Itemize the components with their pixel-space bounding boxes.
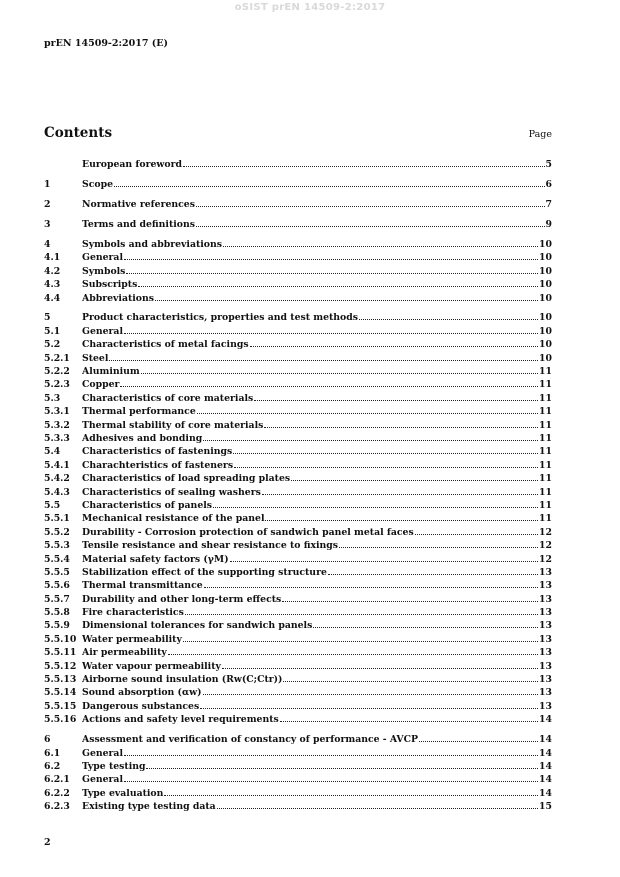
- toc-entry-title: Characteristics of panels: [82, 499, 212, 511]
- toc-entry-title: Thermal stability of core materials: [82, 419, 264, 431]
- toc-dot-leader: [124, 333, 538, 334]
- toc-dot-leader: [291, 480, 538, 481]
- toc-dot-leader: [339, 547, 538, 548]
- toc-entry-page: 13: [539, 620, 552, 632]
- toc-dot-leader: [196, 226, 545, 227]
- toc-dot-leader: [200, 708, 538, 709]
- toc-entry-number: 6: [44, 734, 51, 746]
- toc-dot-leader: [262, 494, 538, 495]
- toc-entry-number: 5.5.16: [44, 714, 77, 726]
- toc-entry-number: 5.5.4: [44, 553, 70, 565]
- toc-dot-leader: [328, 574, 538, 575]
- toc-dot-leader: [415, 534, 538, 535]
- toc-entry[interactable]: [44, 198, 552, 211]
- toc-dot-leader: [223, 246, 538, 247]
- toc-entry[interactable]: [44, 472, 552, 485]
- toc-entry[interactable]: [44, 278, 552, 291]
- toc-entry-page: 10: [539, 339, 552, 351]
- toc-dot-leader: [183, 166, 545, 167]
- toc-entry-title: Symbols: [82, 265, 126, 277]
- toc-entry-number: 5.2.2: [44, 366, 70, 378]
- toc-entry-number: 4.4: [44, 292, 61, 304]
- toc-entry-number: 5.1: [44, 325, 61, 337]
- toc-entry-page: 13: [539, 660, 552, 672]
- toc-entry-title: Durability and other long-term effects: [82, 593, 282, 605]
- toc-entry-title: Dimensional tolerances for sandwich panels: [82, 620, 313, 632]
- toc-dot-leader: [203, 694, 539, 695]
- toc-entry[interactable]: [44, 265, 552, 278]
- toc-entry-number: 5.5.9: [44, 620, 70, 632]
- toc-entry[interactable]: [44, 686, 552, 699]
- toc-dot-leader: [126, 273, 538, 274]
- toc-entry[interactable]: [44, 405, 552, 418]
- toc-entry[interactable]: [44, 733, 552, 746]
- toc-entry-page: 13: [539, 593, 552, 605]
- toc-dot-leader: [138, 286, 538, 287]
- toc-entry-page: 10: [539, 279, 552, 291]
- toc-entry-number: 6.2.3: [44, 801, 70, 813]
- toc-entry-page: 10: [539, 352, 552, 364]
- toc-entry-number: 5.5.11: [44, 647, 77, 659]
- toc-entry-number: 5.5: [44, 499, 61, 511]
- toc-entry[interactable]: [44, 338, 552, 351]
- toc-entry[interactable]: [44, 619, 552, 632]
- toc-dot-leader: [233, 453, 538, 454]
- watermark: oSIST prEN 14509-2:2017: [234, 2, 386, 13]
- toc-entry[interactable]: [44, 499, 552, 512]
- toc-entry[interactable]: [44, 292, 552, 305]
- toc-entry-page: 9: [545, 218, 552, 230]
- toc-entry-number: 5.2.3: [44, 379, 70, 391]
- toc-entry-page: 14: [539, 734, 552, 746]
- toc-entry-number: 5.5.10: [44, 633, 77, 645]
- toc-entry-title: Actions and safety level requirements: [82, 714, 279, 726]
- toc-entry-title: Characteristics of sealing washers: [82, 486, 261, 498]
- toc-entry[interactable]: [44, 747, 552, 760]
- toc-entry-number: 5.5.5: [44, 566, 70, 578]
- toc-entry-page: 14: [539, 760, 552, 772]
- toc-entry-title: Air permeability: [82, 647, 167, 659]
- toc-entry-page: 11: [539, 473, 552, 485]
- contents-title: Contents: [44, 125, 113, 141]
- toc-entry[interactable]: [44, 660, 552, 673]
- toc-entry[interactable]: [44, 445, 552, 458]
- toc-dot-leader: [197, 413, 538, 414]
- toc-entry-number: 5.5.14: [44, 687, 77, 699]
- toc-dot-leader: [204, 587, 538, 588]
- toc-dot-leader: [124, 755, 538, 756]
- toc-entry[interactable]: [44, 773, 552, 786]
- toc-entry[interactable]: [44, 646, 552, 659]
- toc-entry-page: 13: [539, 580, 552, 592]
- toc-dot-leader: [419, 741, 538, 742]
- toc-entry-number: 4.1: [44, 252, 61, 264]
- toc-entry[interactable]: [44, 158, 552, 171]
- toc-entry-title: Characteristics of core materials: [82, 392, 254, 404]
- toc-entry-page: 11: [539, 486, 552, 498]
- toc-dot-leader: [313, 627, 538, 628]
- toc-entry-page: 11: [539, 392, 552, 404]
- toc-entry-title: Abbreviations: [82, 292, 155, 304]
- toc-entry-number: 4.3: [44, 279, 61, 291]
- toc-entry-title: General: [82, 325, 123, 337]
- toc-dot-leader: [109, 360, 538, 361]
- toc-dot-leader: [234, 467, 538, 468]
- toc-entry-page: 13: [539, 633, 552, 645]
- page-column-label: Page: [528, 129, 552, 140]
- toc-entry-page: 11: [539, 366, 552, 378]
- toc-dot-leader: [185, 614, 538, 615]
- toc-entry-title: Water vapour permeability: [82, 660, 221, 672]
- toc-entry-page: 11: [539, 459, 552, 471]
- toc-entry-page: 12: [539, 526, 552, 538]
- toc-entry-number: 5.5.1: [44, 513, 70, 525]
- toc-entry-title: Thermal performance: [82, 406, 196, 418]
- toc-entry-page: 10: [539, 265, 552, 277]
- toc-entry-title: Normative references: [82, 198, 195, 210]
- toc-entry-number: 5.3.3: [44, 433, 70, 444]
- toc-entry[interactable]: [44, 486, 552, 499]
- toc-entry-page: 5: [545, 159, 552, 170]
- toc-entry-number: 5: [44, 312, 51, 324]
- toc-dot-leader: [164, 795, 538, 796]
- toc-entry[interactable]: [44, 378, 552, 391]
- toc-entry-title: European foreword: [82, 159, 182, 170]
- toc-dot-leader: [124, 259, 538, 260]
- toc-entry-page: 11: [539, 433, 552, 444]
- toc-dot-leader: [254, 400, 538, 401]
- toc-entry-title: Symbols and abbreviations: [82, 238, 222, 250]
- toc-entry-number: 5.2.1: [44, 352, 70, 364]
- toc-entry[interactable]: [44, 419, 552, 432]
- toc-dot-leader: [280, 721, 538, 722]
- toc-entry-number: 5.5.3: [44, 540, 70, 552]
- toc-entry-title: Type evaluation: [82, 787, 164, 799]
- toc-entry-number: 5.5.2: [44, 526, 70, 538]
- toc-entry[interactable]: [44, 539, 552, 552]
- toc-entry-number: 1: [44, 178, 51, 190]
- toc-entry-number: 6.2: [44, 760, 61, 772]
- toc-entry[interactable]: [44, 432, 552, 445]
- toc-dot-leader: [230, 561, 538, 562]
- toc-entry-title: Stabilization effect of the supporting structure: [82, 566, 327, 578]
- toc-dot-leader: [141, 373, 538, 374]
- toc-entry-number: 5.5.7: [44, 593, 70, 605]
- toc-dot-leader: [264, 427, 538, 428]
- toc-entry-title: Tensile resistance and shear resistance to fixings: [82, 540, 339, 552]
- toc-entry-number: 5.4.2: [44, 473, 70, 485]
- toc-dot-leader: [250, 346, 538, 347]
- toc-entry-number: 5.4.1: [44, 459, 70, 471]
- toc-entry-title: Aluminium: [82, 366, 140, 378]
- toc-entry-page: 11: [539, 446, 552, 458]
- toc-entry-page: 13: [539, 700, 552, 712]
- table-of-contents: [44, 158, 552, 814]
- toc-entry-page: 13: [539, 674, 552, 686]
- toc-entry-page: 12: [539, 540, 552, 552]
- toc-dot-leader: [203, 440, 538, 441]
- toc-entry-number: 2: [44, 198, 51, 210]
- toc-dot-leader: [168, 654, 538, 655]
- toc-entry-page: 10: [539, 252, 552, 264]
- toc-entry-page: 10: [539, 238, 552, 250]
- toc-entry-title: Thermal transmittance: [82, 580, 203, 592]
- toc-entry-title: Fire characteristics: [82, 607, 184, 619]
- toc-entry-page: 13: [539, 687, 552, 699]
- toc-entry-number: 5.5.12: [44, 660, 77, 672]
- toc-entry-title: Assessment and verification of constancy of performance - AVCP: [82, 734, 419, 746]
- toc-entry-page: 13: [539, 566, 552, 578]
- toc-dot-leader: [265, 520, 538, 521]
- toc-entry[interactable]: [44, 512, 552, 525]
- document-id: prEN 14509-2:2017 (E): [44, 38, 168, 49]
- toc-dot-leader: [359, 319, 538, 320]
- toc-dot-leader: [213, 507, 538, 508]
- toc-entry-title: Subscripts: [82, 279, 138, 291]
- toc-dot-leader: [146, 768, 538, 769]
- toc-entry-number: 5.5.6: [44, 580, 70, 592]
- toc-entry[interactable]: [44, 311, 552, 324]
- toc-entry-title: Existing type testing data: [82, 801, 216, 813]
- toc-entry-title: Scope: [82, 178, 113, 190]
- toc-dot-leader: [120, 386, 538, 387]
- toc-entry-number: 5.5.13: [44, 674, 77, 686]
- toc-entry-number: 4.2: [44, 265, 61, 277]
- toc-entry-page: 11: [539, 419, 552, 431]
- toc-dot-leader: [124, 781, 538, 782]
- toc-entry-number: 5.3.2: [44, 419, 70, 431]
- toc-entry-number: 5.4: [44, 446, 61, 458]
- toc-entry[interactable]: [44, 713, 552, 726]
- toc-dot-leader: [282, 601, 538, 602]
- footer-page-number: 2: [44, 837, 51, 848]
- toc-entry-title: Copper: [82, 379, 120, 391]
- toc-entry-number: 5.2: [44, 339, 61, 351]
- toc-entry-page: 15: [539, 801, 552, 813]
- toc-entry-page: 14: [539, 714, 552, 726]
- toc-entry-number: 3: [44, 218, 51, 230]
- toc-entry-page: 11: [539, 513, 552, 525]
- toc-entry-title: Durability - Corrosion protection of sandwich panel metal faces: [82, 526, 414, 538]
- toc-entry-title: Charachteristics of fasteners: [82, 459, 234, 471]
- toc-entry-title: Material safety factors (γM): [82, 553, 229, 565]
- toc-entry-page: 11: [539, 379, 552, 391]
- toc-entry-title: Characteristics of load spreading plates: [82, 473, 291, 485]
- toc-entry-number: 6.1: [44, 747, 61, 759]
- toc-entry[interactable]: [44, 593, 552, 606]
- toc-dot-leader: [155, 300, 538, 301]
- toc-entry-title: General: [82, 747, 123, 759]
- toc-entry[interactable]: [44, 633, 552, 646]
- toc-entry-page: 13: [539, 607, 552, 619]
- toc-entry[interactable]: [44, 459, 552, 472]
- toc-entry[interactable]: [44, 760, 552, 773]
- toc-entry-page: 12: [539, 553, 552, 565]
- toc-entry[interactable]: [44, 365, 552, 378]
- toc-entry[interactable]: [44, 566, 552, 579]
- toc-entry-title: Mechanical resistance of the panel: [82, 513, 265, 525]
- toc-entry-number: 6.2.1: [44, 774, 70, 786]
- toc-entry-page: 10: [539, 292, 552, 304]
- toc-entry[interactable]: [44, 325, 552, 338]
- toc-entry-number: 5.3: [44, 392, 61, 404]
- toc-dot-leader: [222, 668, 538, 669]
- toc-entry-page: 11: [539, 499, 552, 511]
- toc-entry[interactable]: [44, 553, 552, 566]
- toc-entry-page: 10: [539, 312, 552, 324]
- toc-dot-leader: [283, 681, 538, 682]
- toc-entry[interactable]: [44, 251, 552, 264]
- toc-entry-number: 6.2.2: [44, 787, 70, 799]
- toc-entry-title: Terms and definitions: [82, 218, 195, 230]
- toc-entry-page: 10: [539, 325, 552, 337]
- toc-entry[interactable]: [44, 238, 552, 251]
- toc-entry-page: 14: [539, 747, 552, 759]
- toc-entry[interactable]: [44, 700, 552, 713]
- toc-dot-leader: [114, 186, 545, 187]
- toc-entry-number: 5.4.3: [44, 486, 70, 498]
- toc-entry[interactable]: [44, 606, 552, 619]
- toc-entry[interactable]: [44, 218, 552, 231]
- toc-entry-page: 14: [539, 774, 552, 786]
- toc-entry-title: General: [82, 774, 123, 786]
- toc-entry[interactable]: [44, 392, 552, 405]
- toc-entry-title: Adhesives and bonding: [82, 433, 203, 444]
- toc-dot-leader: [183, 641, 538, 642]
- toc-entry[interactable]: [44, 787, 552, 800]
- toc-dot-leader: [196, 206, 545, 207]
- toc-entry-title: Type testing: [82, 760, 146, 772]
- toc-entry-title: Characteristics of fastenings: [82, 446, 233, 458]
- toc-entry-page: 6: [545, 178, 552, 190]
- toc-entry[interactable]: [44, 352, 552, 365]
- toc-entry-number: 4: [44, 238, 51, 250]
- toc-entry-title: Dangerous substances: [82, 700, 200, 712]
- toc-entry-title: Steel: [82, 352, 109, 364]
- toc-entry-page: 14: [539, 787, 552, 799]
- toc-entry-title: General: [82, 252, 123, 264]
- toc-entry-page: 13: [539, 647, 552, 659]
- toc-entry-number: 5.3.1: [44, 406, 70, 418]
- toc-entry-page: 11: [539, 406, 552, 418]
- toc-entry-title: Airborne sound insulation (Rw(C;Ctr)): [82, 674, 283, 686]
- toc-dot-leader: [217, 808, 538, 809]
- toc-entry[interactable]: [44, 800, 552, 813]
- toc-entry-title: Water permeability: [82, 633, 182, 645]
- toc-entry[interactable]: [44, 673, 552, 686]
- toc-entry-number: 5.5.15: [44, 700, 77, 712]
- toc-entry-page: 7: [545, 198, 552, 210]
- toc-entry-title: Product characteristics, properties and test methods: [82, 312, 358, 324]
- toc-entry[interactable]: [44, 579, 552, 592]
- toc-entry-title: Characteristics of metal facings: [82, 339, 249, 351]
- toc-entry[interactable]: [44, 178, 552, 191]
- toc-entry[interactable]: [44, 526, 552, 539]
- toc-entry-title: Sound absorption (αw): [82, 687, 202, 699]
- toc-entry-number: 5.5.8: [44, 607, 70, 619]
